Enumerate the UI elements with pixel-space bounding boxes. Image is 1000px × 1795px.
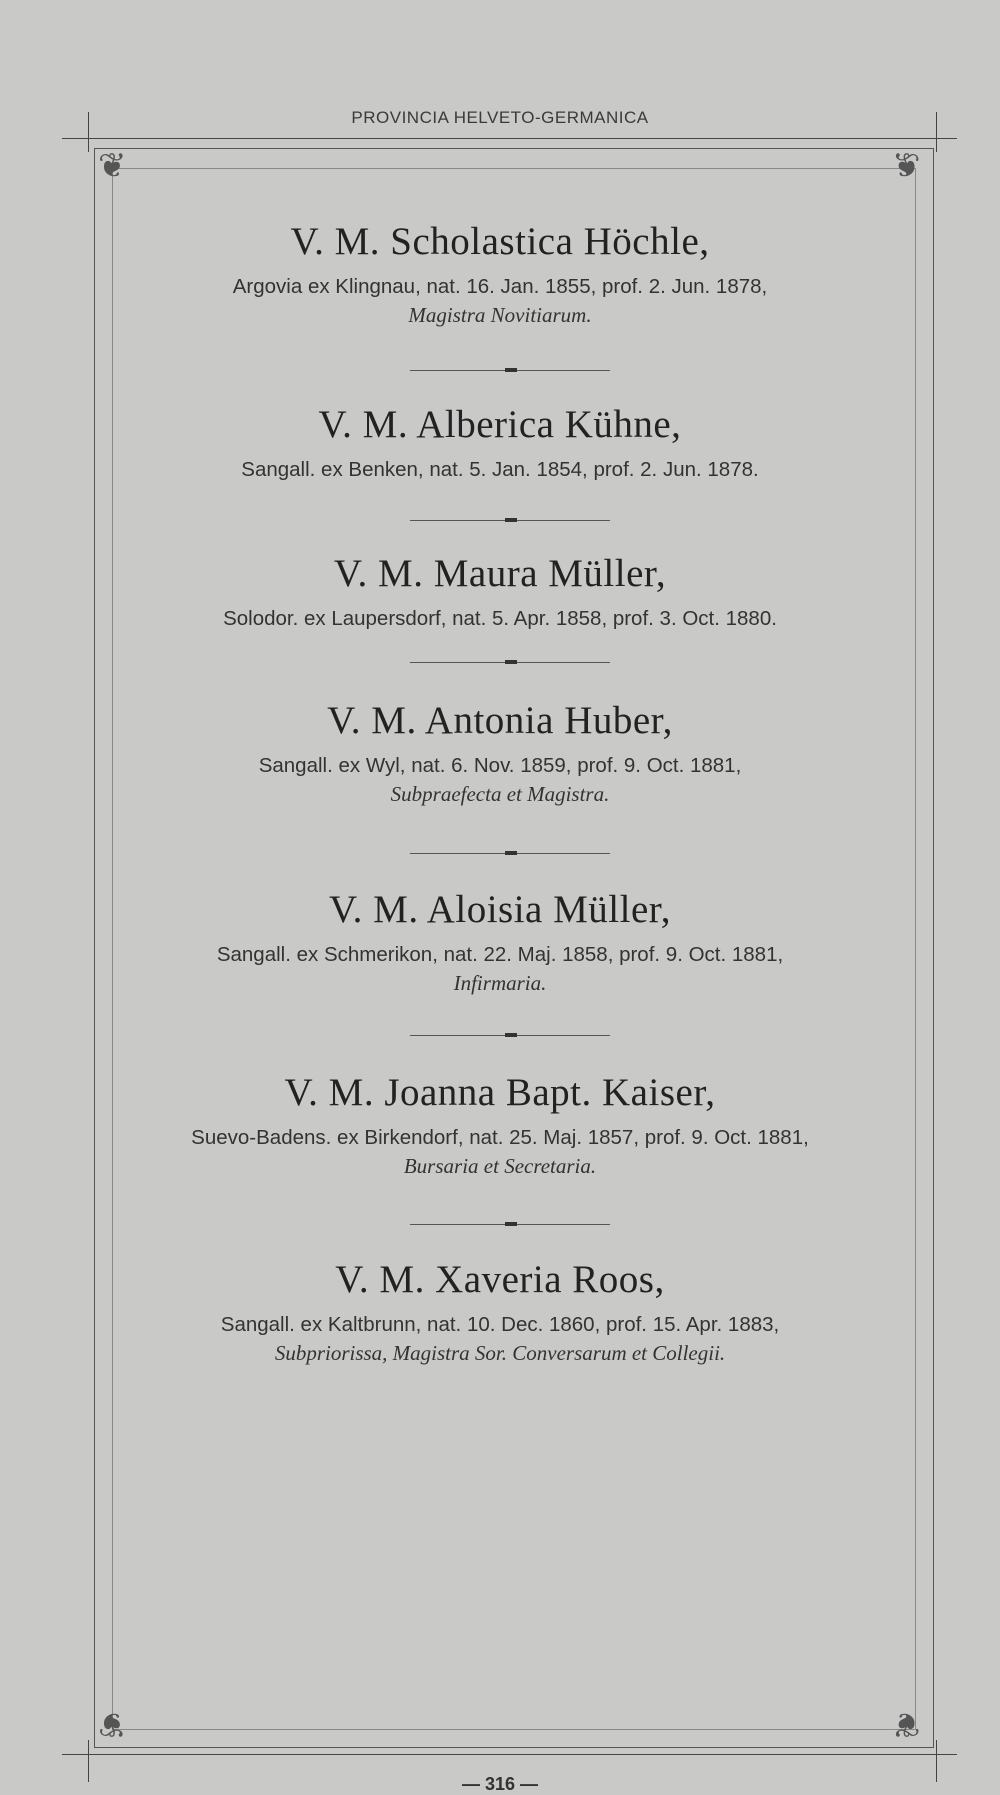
entry-details: Sangall. ex Kaltbrunn, nat. 10. Dec. 1860, prof. 15. Apr. 1883, — [220, 1313, 780, 1336]
entry-joanna-bapt-kaiser — [0, 1073, 1000, 1179]
page-number: — 316 — — [461, 1774, 539, 1794]
frame-left-tick — [88, 112, 89, 152]
entry-office: Subpriorissa, Magistra Sor. Conversarum et Collegii. — [274, 1340, 726, 1365]
flourish-corner-icon: ❦ — [98, 148, 127, 185]
entry-details: Suevo-Badens. ex Birkendorf, nat. 25. Maj. 1857, prof. 9. Oct. 1881, — [191, 1126, 809, 1149]
entry-office: Bursaria et Secretaria. — [403, 1153, 597, 1178]
frame-right-tick — [936, 112, 937, 152]
entry-office: Infirmaria. — [453, 970, 547, 995]
entry-details: Solodor. ex Laupersdorf, nat. 5. Apr. 1858, prof. 3. Oct. 1880. — [223, 607, 777, 630]
entry-separator — [410, 851, 610, 855]
entry-name: V. M. Joanna Bapt. Kaiser, — [284, 1071, 716, 1114]
entry-name: V. M. Scholastica Höchle, — [290, 220, 710, 263]
entry-xaveria-roos — [0, 1260, 1000, 1366]
entry-antonia-huber — [0, 701, 1000, 807]
entry-maura-mueller — [0, 554, 1000, 632]
entry-details: Argovia ex Klingnau, nat. 16. Jan. 1855, prof. 2. Jun. 1878, — [232, 275, 768, 298]
running-header: PROVINCIA HELVETO-GERMANICA — [351, 108, 649, 127]
footer-rule — [62, 1754, 957, 1755]
entry-details: Sangall. ex Wyl, nat. 6. Nov. 1859, prof. 9. Oct. 1881, — [258, 754, 742, 777]
entry-office: Subpraefecta et Magistra. — [390, 781, 610, 806]
entry-office: Magistra Novitiarum. — [408, 302, 592, 327]
entry-name: V. M. Aloisia Müller, — [329, 888, 671, 931]
entry-separator — [410, 1033, 610, 1037]
entry-aloisia-mueller — [0, 890, 1000, 996]
entry-separator — [410, 518, 610, 522]
entry-name: V. M. Antonia Huber, — [327, 699, 673, 742]
entry-details: Sangall. ex Benken, nat. 5. Jan. 1854, prof. 2. Jun. 1878. — [241, 458, 759, 481]
entry-alberica-kuehne — [0, 405, 1000, 483]
entry-separator — [410, 368, 610, 372]
entry-details: Sangall. ex Schmerikon, nat. 22. Maj. 1858, prof. 9. Oct. 1881, — [216, 943, 784, 966]
flourish-corner-icon: ❦ — [892, 1705, 921, 1742]
entry-separator — [410, 1222, 610, 1226]
entry-name: V. M. Maura Müller, — [333, 552, 667, 595]
flourish-corner-icon: ❦ — [98, 1705, 127, 1742]
entry-scholastica-hoechle — [0, 222, 1000, 328]
entry-separator — [410, 660, 610, 664]
entry-name: V. M. Xaveria Roos, — [335, 1258, 665, 1301]
header-rule — [62, 138, 957, 139]
flourish-corner-icon: ❦ — [892, 148, 921, 185]
entry-name: V. M. Alberica Kühne, — [318, 403, 682, 446]
